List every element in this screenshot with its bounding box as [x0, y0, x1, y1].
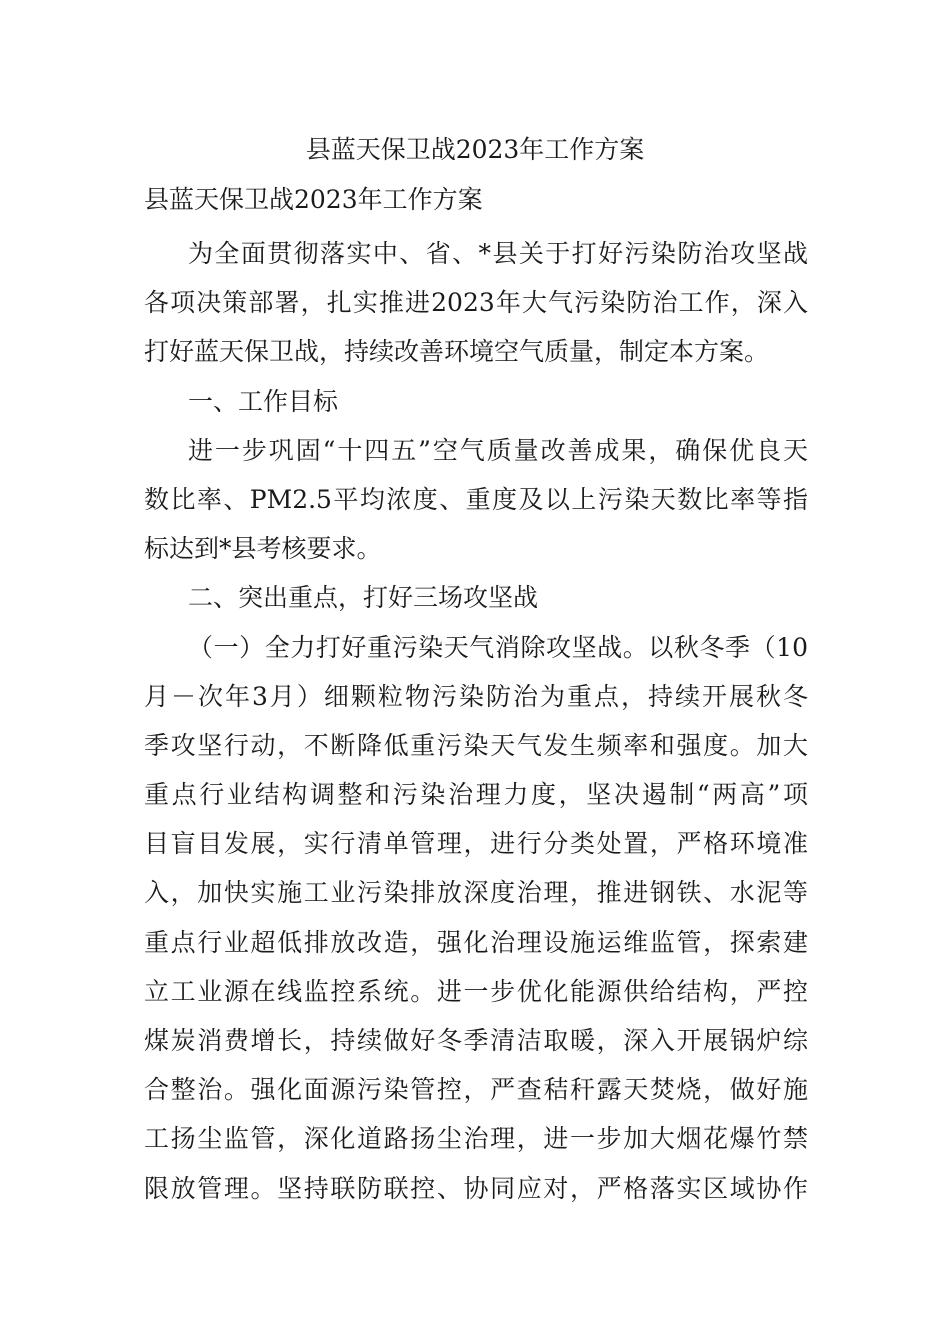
body-line: 各项决策部署，扎实推进2023年大气污染防治工作，深入 [144, 288, 808, 318]
body-line: 工扬尘监管，深化道路扬尘治理，进一步加大烟花爆竹禁 [144, 1124, 808, 1154]
document-body [144, 229, 808, 1213]
body-line: 合整治。强化面源污染管控，严查秸秆露天焚烧，做好施 [144, 1075, 808, 1105]
body-line: 一、工作目标 [188, 386, 339, 416]
body-line: 标达到*县考核要求。 [144, 534, 382, 564]
document-title: 县蓝天保卫战2023年工作方案 [305, 135, 645, 164]
body-line: 进一步巩固“十四五”空气质量改善成果，确保优良天 [188, 435, 808, 465]
body-line: 目盲目发展，实行清单管理，进行分类处置，严格环境准 [144, 829, 808, 859]
body-line: 入，加快实施工业污染排放深度治理，推进钢铁、水泥等 [144, 878, 808, 908]
body-line: （一）全力打好重污染天气消除攻坚战。以秋冬季（10 [188, 632, 808, 662]
body-line: 月－次年3月）细颗粒物污染防治为重点，持续开展秋冬 [144, 681, 808, 711]
body-line: 季攻坚行动，不断降低重污染天气发生频率和强度。加大 [144, 730, 808, 760]
body-line: 打好蓝天保卫战，持续改善环境空气质量，制定本方案。 [144, 337, 770, 367]
document-subtitle: 县蓝天保卫战2023年工作方案 [144, 185, 483, 214]
body-line: 重点行业结构调整和污染治理力度，坚决遏制“两高”项 [144, 780, 808, 810]
body-line: 限放管理。坚持联防联控、协同应对，严格落实区域协作 [144, 1173, 808, 1203]
body-line: 数比率、PM2.5平均浓度、重度及以上污染天数比率等指 [144, 484, 808, 514]
body-line: 重点行业超低排放改造，强化治理设施运维监管，探索建 [144, 927, 808, 957]
body-line: 煤炭消费增长，持续做好冬季清洁取暖，深入开展锅炉综 [144, 1026, 808, 1055]
body-line: 为全面贯彻落实中、省、*县关于打好污染防治攻坚战 [188, 239, 808, 268]
body-line: 二、突出重点，打好三场攻坚战 [188, 583, 539, 613]
body-line: 立工业源在线监控系统。进一步优化能源供给结构，严控 [144, 976, 808, 1006]
